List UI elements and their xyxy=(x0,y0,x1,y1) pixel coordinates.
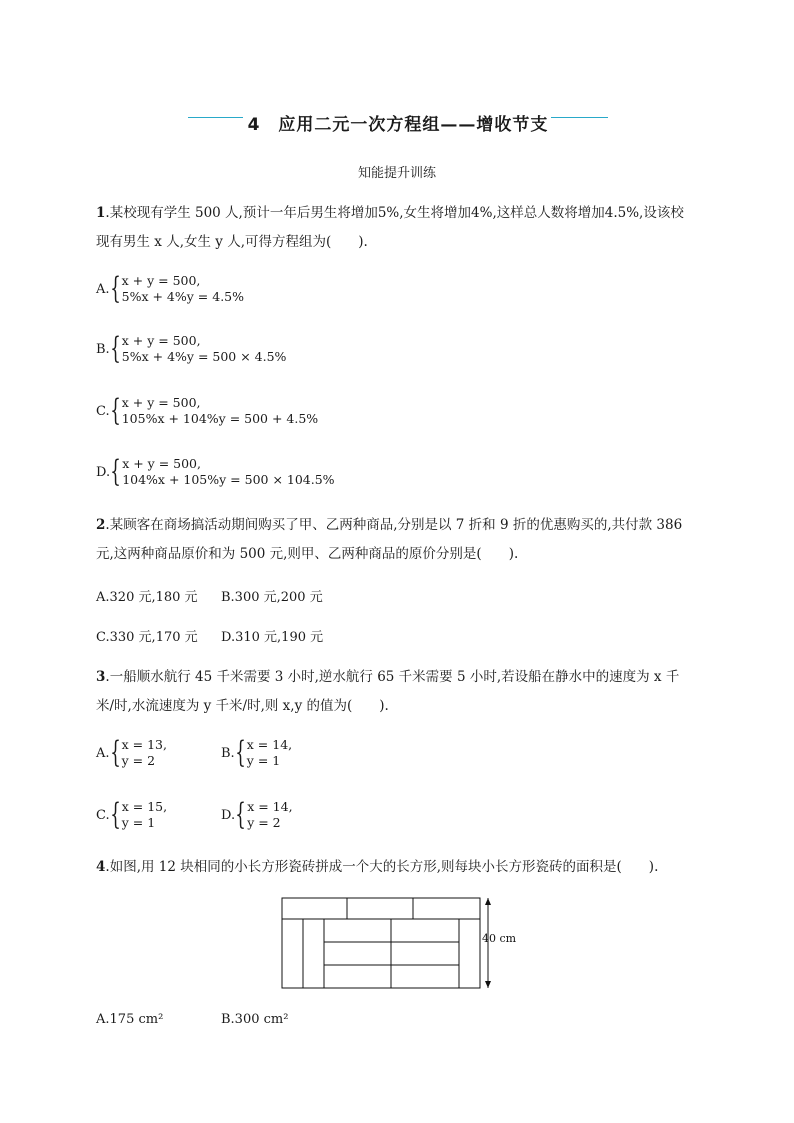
question-3 xyxy=(96,663,696,721)
option-2a[interactable]: A.320 元,180 元 xyxy=(96,590,198,605)
equation-line-1: x + y = 500, xyxy=(121,273,201,288)
equation-line-2: 105%x + 104%y = 500 + 4.5% xyxy=(121,411,319,426)
equation-line-1: x + y = 500, xyxy=(121,395,201,410)
brace-icon: { xyxy=(234,735,246,770)
option-1a[interactable] xyxy=(96,273,244,305)
title-rule-right xyxy=(551,117,608,118)
title-bar xyxy=(0,104,794,134)
brace-icon: { xyxy=(109,331,121,366)
arrow-up-icon xyxy=(485,898,491,905)
option-2c[interactable]: C.330 元,170 元 xyxy=(96,630,198,645)
equation-line-2: y = 2 xyxy=(121,753,156,768)
option-3d[interactable] xyxy=(221,799,293,831)
question-text: .某顾客在商场搞活动期间购买了甲、乙两种商品,分别是以 7 折和 9 折的优惠购买的,共付款 386 元,这两种商品原价和为 500 元,则甲、乙两种商品的原价分别是( ). xyxy=(96,517,683,562)
option-4b[interactable]: B.300 cm² xyxy=(221,1012,289,1027)
question-text: .某校现有学生 500 人,预计一年后男生将增加5%,女生将增加4%,这样总人数将增加4.5%,设该校现有男生 x 人,女生 y 人,可得方程组为( ). xyxy=(96,205,684,250)
option-label: C. xyxy=(96,807,110,823)
equation-line-2: 5%x + 4%y = 500 × 4.5% xyxy=(121,349,287,364)
equation-line-2: y = 1 xyxy=(121,815,156,830)
option-3c[interactable] xyxy=(96,799,167,831)
equation-line-2: 5%x + 4%y = 4.5% xyxy=(121,289,244,304)
tile-rectangle-figure xyxy=(280,894,530,994)
option-label: A. xyxy=(96,745,110,761)
question-4 xyxy=(96,853,696,882)
question-number: 2 xyxy=(96,517,106,533)
outer-rectangle xyxy=(282,898,480,988)
equation-line-1: x = 15, xyxy=(121,799,168,814)
option-label: D. xyxy=(221,807,236,823)
option-1b[interactable] xyxy=(96,333,286,365)
option-3a[interactable] xyxy=(96,737,167,769)
question-1 xyxy=(96,199,696,257)
equation-line-1: x + y = 500, xyxy=(122,456,201,471)
option-4a[interactable]: A.175 cm² xyxy=(96,1012,164,1027)
option-label: A. xyxy=(96,281,110,297)
equation-line-1: x = 14, xyxy=(247,799,293,814)
option-1d[interactable] xyxy=(96,456,335,488)
option-label: B. xyxy=(96,341,110,357)
title-rule-left xyxy=(188,117,243,118)
option-2d[interactable]: D.310 元,190 元 xyxy=(221,630,324,645)
brace-icon: { xyxy=(110,454,121,489)
brace-icon: { xyxy=(109,797,121,832)
page-title: 4 应用二元一次方程组——增收节支 xyxy=(247,115,549,135)
option-label: B. xyxy=(221,745,235,761)
brace-icon: { xyxy=(109,735,121,770)
option-3b[interactable] xyxy=(221,737,292,769)
question-number: 1 xyxy=(96,205,106,221)
option-label: D. xyxy=(96,464,111,480)
equation-line-2: 104%x + 105%y = 500 × 104.5% xyxy=(122,472,335,487)
question-number: 3 xyxy=(96,669,106,685)
brace-icon: { xyxy=(235,797,246,832)
dimension-label: 40 cm xyxy=(482,932,517,945)
question-2 xyxy=(96,511,696,569)
question-text: .一船顺水航行 45 千米需要 3 小时,逆水航行 65 千米需要 5 小时,若设船在静水中的速度为 x 千米/时,水流速度为 y 千米/时,则 x,y 的值为( ). xyxy=(96,669,680,714)
brace-icon: { xyxy=(109,393,121,428)
option-label: C. xyxy=(96,403,110,419)
question-text: .如图,用 12 块相同的小长方形瓷砖拼成一个大的长方形,则每块小长方形瓷砖的面积是( ). xyxy=(105,859,659,875)
equation-line-1: x + y = 500, xyxy=(121,333,201,348)
question-number: 4 xyxy=(96,859,106,875)
brace-icon: { xyxy=(109,271,121,306)
option-1c[interactable] xyxy=(96,395,318,427)
option-2b[interactable]: B.300 元,200 元 xyxy=(221,590,323,605)
equation-line-2: y = 1 xyxy=(246,753,281,768)
arrow-down-icon xyxy=(485,981,491,988)
section-subtitle: 知能提升训练 xyxy=(357,166,436,181)
equation-line-2: y = 2 xyxy=(247,815,281,830)
equation-line-1: x = 14, xyxy=(246,737,293,752)
equation-line-1: x = 13, xyxy=(121,737,167,752)
